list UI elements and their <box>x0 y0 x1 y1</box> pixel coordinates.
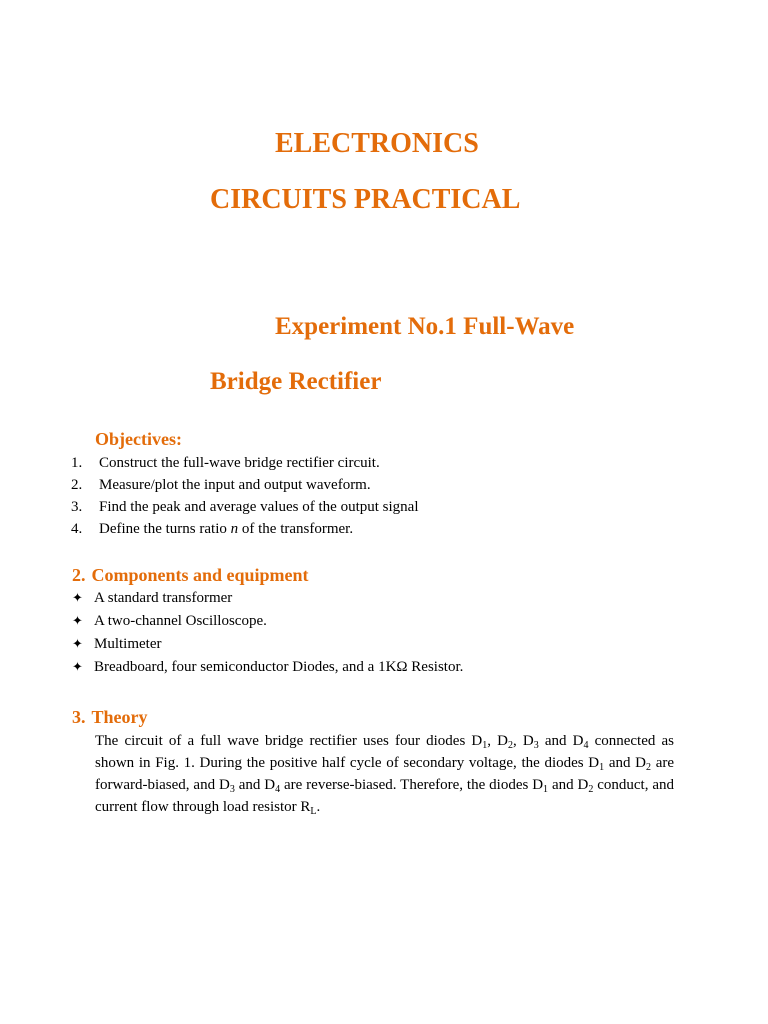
objective-item <box>71 474 419 496</box>
component-item <box>72 587 463 610</box>
bullet-star-icon: ✦ <box>72 614 83 629</box>
experiment-title-line-1: Experiment No.1 Full-Wave <box>275 313 575 340</box>
components-heading-text: Components and equipment <box>91 565 309 585</box>
components-list <box>72 587 463 679</box>
title-line-1: ELECTRONICS <box>275 128 479 159</box>
objective-number: 1. <box>71 455 83 471</box>
objectives-list <box>71 452 419 540</box>
title-line-2: CIRCUITS PRACTICAL <box>210 184 521 215</box>
turns-ratio-symbol: n <box>230 521 239 537</box>
objective-number: 2. <box>71 477 83 493</box>
objective-item <box>71 496 419 518</box>
components-number: 2. <box>72 565 86 585</box>
component-item <box>72 633 463 656</box>
theory-paragraph: The circuit of a full wave bridge rectifier uses four diodes $D_1$, $D_2$, $D_3$ and $D_4$ connected as shown in Fig. 1. During the positive half cycle of secondary voltage, the diodes $D_1$ and $D_2$ are forward-biased, and $D_3$ and $D_4$ are reverse-biased. Therefore, the diodes $D_1$ and $D_2$ conduct, and current flow through load resistor $R_L$. <box>95 733 675 817</box>
components-heading <box>72 565 309 586</box>
objective-number: 4. <box>71 521 83 537</box>
objective-item <box>71 452 419 474</box>
component-item <box>72 656 463 679</box>
objective-text: Define the turns ratio n of the transformer. <box>99 521 354 537</box>
component-item <box>72 610 463 633</box>
theory-heading-text: Theory <box>91 707 148 727</box>
bullet-star-icon: ✦ <box>72 591 83 606</box>
theory-number: 3. <box>72 707 86 727</box>
experiment-title-line-2: Bridge Rectifier <box>210 368 382 395</box>
objective-text: Measure/plot the input and output waveform. <box>99 477 371 493</box>
objective-item <box>71 518 419 540</box>
objective-text: Construct the full-wave bridge rectifier circuit. <box>99 455 380 471</box>
component-text: Breadboard, four semiconductor Diodes, and a 1KΩ Resistor. <box>94 659 464 675</box>
theory-heading <box>72 707 148 728</box>
component-text: Multimeter <box>94 636 162 652</box>
bullet-star-icon: ✦ <box>72 637 83 652</box>
component-text: A standard transformer <box>94 590 233 606</box>
component-text: A two-channel Oscilloscope. <box>94 613 267 629</box>
objective-text: Find the peak and average values of the output signal <box>99 499 419 515</box>
objective-number: 3. <box>71 499 83 515</box>
bullet-star-icon: ✦ <box>72 660 83 675</box>
objectives-heading: Objectives: <box>95 429 182 449</box>
